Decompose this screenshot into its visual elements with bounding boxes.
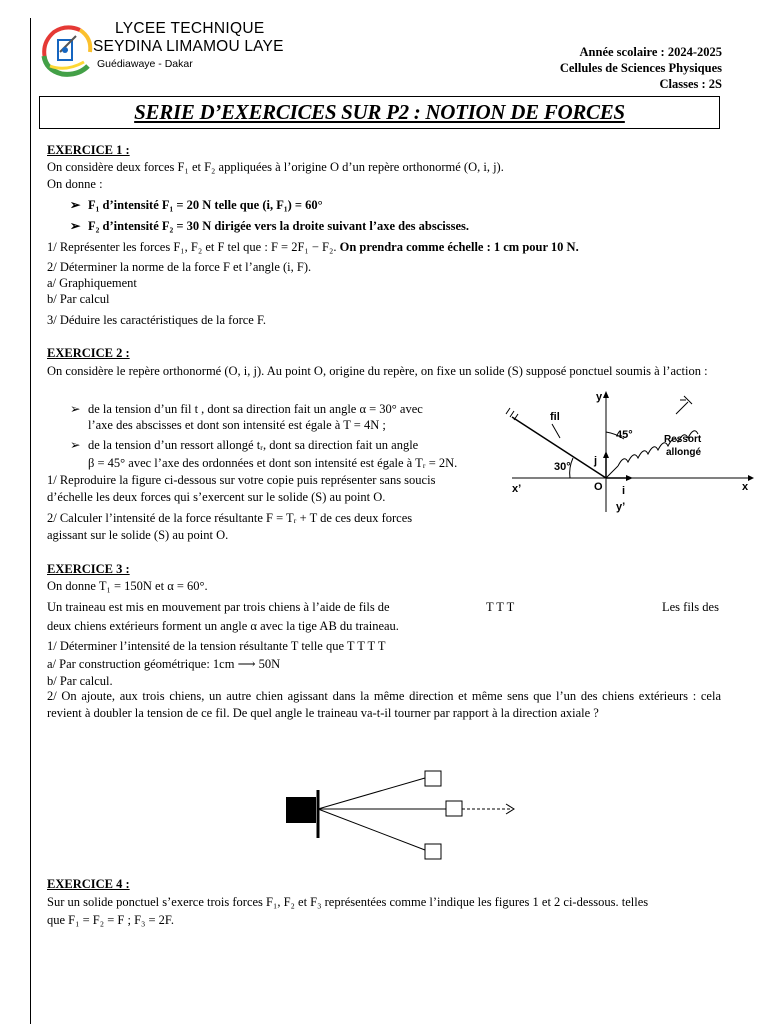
exercise2-heading: EXERCICE 2 : — [47, 346, 130, 360]
exercise1-question2a: a/ Graphiquement — [47, 276, 137, 290]
class-level: Classes : 2S — [659, 77, 722, 91]
exercise2-bullet2-cont: β = 45° avec l’axe des ordonnées et dont son intensité est égale à Tᵣ = 2N. — [88, 456, 458, 470]
bullet-arrow-icon: ➢ — [70, 438, 81, 452]
exercise1-bullet1 — [70, 198, 323, 213]
label-x-prime: x’ — [512, 483, 522, 495]
bullet2-text: de la tension d’un ressort allongé tᵣ, dont sa direction fait un angle — [88, 438, 419, 452]
exercise2-bullet2 — [70, 438, 418, 453]
school-line3: Guédiawaye - Dakar — [97, 57, 193, 70]
exercise2-question2b: agissant sur le solide (S) au point O. — [47, 528, 229, 542]
label-fil: fil — [550, 411, 560, 423]
department: Cellules de Sciences Physiques — [559, 61, 722, 75]
question1-text: 1/ Représenter les forces F₁, F₂ et F tel que : F = 2F₁ − F₂. — [47, 240, 337, 254]
label-45deg: 45° — [616, 429, 633, 441]
bullet-arrow-icon: ➢ — [70, 402, 81, 416]
exercise3-question1a: a/ Par construction géométrique: 1cm ⟶ 50N — [47, 657, 281, 671]
exercise2-intro: On considère le repère orthonormé (O, i, j). Au point O, origine du repère, on fixe un solide (S) supposé ponctuel soumis à l’action : — [47, 364, 708, 378]
exercise3-question2: 2/ On ajoute, aux trois chiens, un autre chien agissant dans la même direction et même sens que l’un des chiens extérieurs : cela revient à doubler la tension de ce fil. De quel angle le traineau va-t-il tourner par rapport à la direction axiale ? — [47, 689, 721, 720]
label-i: i — [622, 485, 626, 497]
exercise3-line1-end: Les fils des — [662, 600, 719, 614]
exercise1-question2: 2/ Déterminer la norme de la force F et l’angle (i, F). — [47, 260, 312, 274]
bullet-arrow-icon: ➢ — [70, 219, 81, 233]
exercise2-question1b: d’échelle les deux forces qui s’exercent sur le solide (S) au point O. — [47, 490, 386, 504]
page-title: SERIE D’EXERCICES SUR P2 : NOTION DE FORCES — [39, 96, 720, 129]
school-line1: LYCEE TECHNIQUE — [115, 20, 265, 37]
exercise3-line2: deux chiens extérieurs forment un angle α avec la tige AB du traineau. — [47, 619, 399, 633]
rope-bottom — [318, 809, 425, 850]
exercise3-tension-vectors: T T T — [486, 600, 515, 614]
label-y: y — [596, 391, 603, 403]
exercise3-question1: 1/ Déterminer l’intensité de la tension résultante T telle que T T T T — [47, 639, 386, 653]
unit-vector-j — [603, 451, 609, 478]
exercise1-line1: On considère deux forces F₁ et F₂ appliquées à l’origine O d’un repère orthonormé (O, i, j). — [47, 160, 504, 174]
exercise1-line2: On donne : — [47, 177, 103, 191]
exercise2-bullet1 — [70, 402, 423, 417]
label-y-prime: y’ — [616, 501, 626, 513]
label-j: j — [594, 455, 598, 467]
dog-top — [425, 771, 441, 786]
label-x: x — [742, 481, 749, 493]
exercise1-question1 — [47, 240, 579, 255]
exercise2-question1a: 1/ Reproduire la figure ci-dessous sur votre copie puis représenter sans soucis — [47, 473, 436, 487]
exercise1-bullet2 — [70, 219, 469, 234]
rope-top — [318, 778, 425, 809]
exercise3-question1b: b/ Par calcul. — [47, 674, 113, 688]
bullet2-text: F₂ d’intensité F₂ = 30 N dirigée vers la droite suivant l’axe des abscisses. — [88, 219, 470, 233]
exercise2-bullet1-cont: l’axe des abscisses et dont son intensité est égale à T = 4N ; — [88, 418, 386, 432]
bullet1-text: de la tension d’un fil t , dont sa direction fait un angle α = 30° avec — [88, 402, 423, 416]
school-logo — [36, 22, 96, 78]
sled-block — [286, 797, 316, 823]
exercise3-sled-figure — [280, 764, 530, 864]
school-line2: SEYDINA LIMAMOU LAYE — [93, 37, 284, 55]
school-year: Année scolaire : 2024-2025 — [579, 45, 722, 59]
school-name — [93, 20, 284, 70]
exercise4-line2: que F₁ = F₂ = F ; F₃ = 2F. — [47, 913, 175, 927]
exercise2-question2a: 2/ Calculer l’intensité de la force résultante F = Tᵣ + T de ces deux forces — [47, 511, 413, 525]
header-info — [560, 44, 722, 92]
dog-middle — [446, 801, 462, 816]
label-allonge: allongé — [666, 447, 702, 458]
exercise1-heading: EXERCICE 1 : — [47, 143, 130, 157]
label-origin: O — [594, 481, 603, 493]
exercise1-question3: 3/ Déduire les caractéristiques de la force F. — [47, 313, 267, 327]
label-30deg: 30° — [554, 461, 571, 473]
exercise1-question2b: b/ Par calcul — [47, 292, 110, 306]
exercise3-given: On donne T₁ = 150N et α = 60°. — [47, 579, 208, 593]
left-margin-rule — [30, 18, 31, 1024]
exercise4-heading: EXERCICE 4 : — [47, 877, 130, 891]
dog-bottom — [425, 844, 441, 859]
exercise3-line1: Un traineau est mis en mouvement par trois chiens à l’aide de fils de — [47, 600, 390, 614]
label-ressort: Ressort — [664, 434, 702, 445]
exercise4-line1: Sur un solide ponctuel s’exerce trois forces F₁, F₂ et F₃ représentées comme l’indique les figures 1 et 2 ci-dessous. telles — [47, 895, 649, 909]
bullet-arrow-icon: ➢ — [70, 198, 81, 212]
unit-vector-i — [606, 475, 633, 481]
question1-scale: On prendra comme échelle : 1 cm pour 10 N. — [339, 240, 579, 254]
exercise2-figure — [500, 384, 760, 514]
exercise3-heading: EXERCICE 3 : — [47, 562, 130, 576]
bullet1-text: F₁ d’intensité F₁ = 20 N telle que (i, F₁) = 60° — [88, 198, 323, 212]
